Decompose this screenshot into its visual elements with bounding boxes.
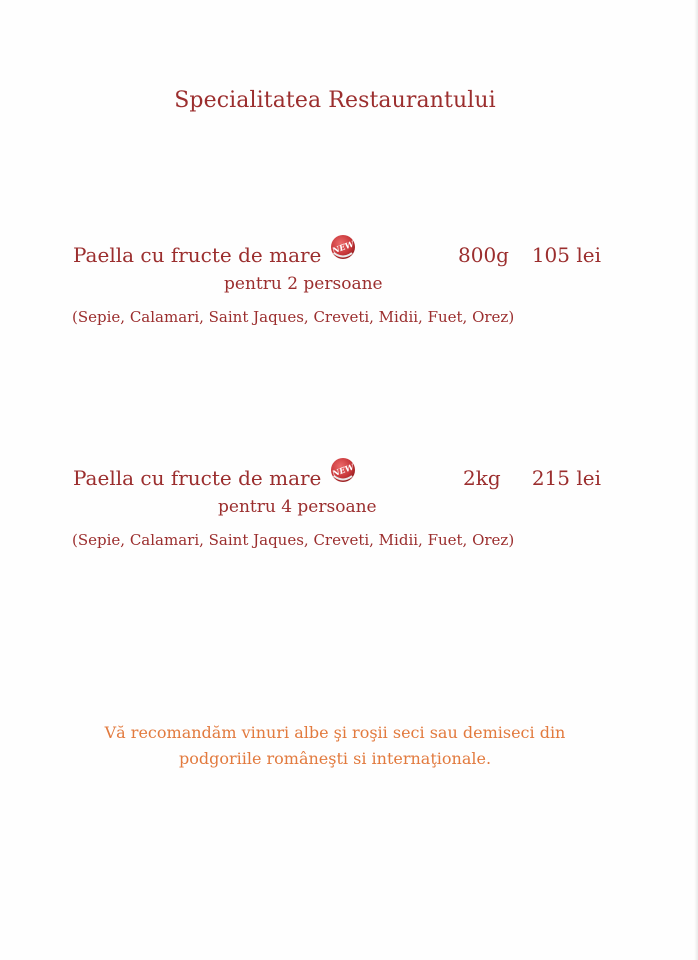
dish-serves: pentru 4 persoane — [218, 497, 377, 517]
page-edge-shadow — [694, 0, 698, 960]
new-badge-icon — [329, 456, 357, 484]
dish-weight: 2kg — [463, 466, 501, 490]
wine-recommendation — [0, 720, 670, 772]
wine-recommendation-line: podgoriile româneşti si internaţionale. — [178, 749, 492, 768]
dish-name: Paella cu fructe de mare — [73, 243, 322, 267]
new-badge-text: NEW — [330, 238, 356, 256]
dish-price: 105 lei — [531, 243, 601, 267]
dish-name: Paella cu fructe de mare — [73, 466, 322, 490]
wine-recommendation-line: Vă recomandăm vinuri albe şi roşii seci sau demiseci din — [104, 723, 566, 742]
page-title: Specialitatea Restaurantului — [174, 88, 496, 113]
dish-ingredients: (Sepie, Calamari, Saint Jaques, Creveti, Midii, Fuet, Orez) — [72, 308, 515, 326]
new-badge-text: NEW — [330, 461, 356, 479]
dish-serves: pentru 2 persoane — [224, 274, 383, 294]
new-badge-icon — [329, 233, 357, 261]
dish-weight: 800g — [458, 243, 509, 267]
dish-price: 215 lei — [531, 466, 601, 490]
dish-ingredients: (Sepie, Calamari, Saint Jaques, Creveti, Midii, Fuet, Orez) — [72, 531, 515, 549]
